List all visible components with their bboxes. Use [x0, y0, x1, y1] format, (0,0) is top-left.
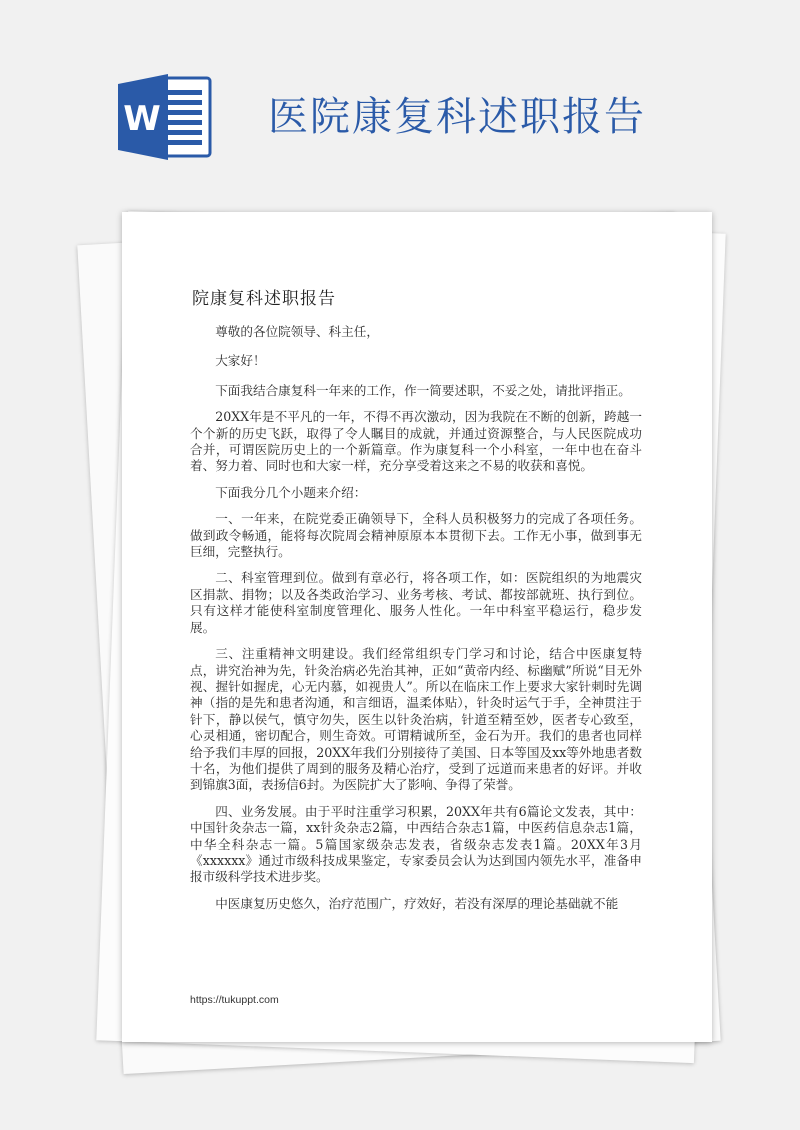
- paragraph: 三、注重精神文明建设。我们经常组织专门学习和讨论，结合中医康复特点，讲究治神为先，针灸治病必先治其神，正如“黄帝内经、标幽赋”所说“目无外视、握针如握虎，心无内慕，如视贵人”。所以在临床工作上要求大家针刺时先调神（指的是先和患者沟通，和言细语，温柔体贴），针灸时运气于手，全神贯注于针下，静以侯气，慎守勿失，医生以针灸治病，针道至精至妙，医者专心致至，心灵相通，密切配合，则生奇效。可谓精诚所至，金石为开。我们的患者也同样给予我们丰厚的回报，20XX年我们分别接待了美国、日本等国及xx等外地患者数十名，为他们提供了周到的服务及精心治疗，受到了远道而来患者的好评。并收到锦旗3面，表扬信6封。为医院扩大了影响、争得了荣誉。: [190, 646, 642, 793]
- document-page: [122, 212, 712, 1042]
- word-icon: [118, 72, 213, 162]
- paragraph-salutation: 尊敬的各位院领导、科主任，: [215, 324, 379, 339]
- source-url[interactable]: https://tukuppt.com: [190, 994, 279, 1006]
- paragraph: 二、科室管理到位。做到有章必行，将各项工作，如：医院组织的为地震灾区捐款、捐物；以及各类政治学习、业务考核、考试、都按部就班、执行到位。只有这样才能使科室制度管理化、服务人性化。一年中科室平稳运行，稳步发展。: [190, 570, 642, 635]
- header-title: 医院康复科述职报告: [268, 94, 646, 140]
- paragraph: 下面我结合康复科一年来的工作，作一简要述职，不妥之处，请批评指正。: [215, 382, 631, 398]
- paragraph: 一、一年来，在院党委正确领导下，全科人员积极努力的完成了各项任务。做到政令畅通，能将每次院周会精神原原本本贯彻下去。工作无小事，做到事无巨细，完整执行。: [190, 511, 642, 560]
- document-body: [190, 324, 642, 922]
- page-header: [0, 0, 800, 190]
- paragraph: 中医康复历史悠久，治疗范围广，疗效好，若没有深厚的理论基础就不能: [215, 895, 619, 911]
- paragraph: 四、业务发展。由于平时注重学习积累，20XX年共有6篇论文发表，其中：中国针灸杂志一篇，xx针灸杂志2篇，中西结合杂志1篇，中医药信息杂志1篇，中华全科杂志一篇。5篇国家级杂志发表，省级杂志发表1篇。20XX年3月《xxxxxx》通过市级科技成果鉴定，专家委员会认为达到国内领先水平，准备申报市级科学技术进步奖。: [190, 803, 642, 885]
- paragraph: 20XX年是不平凡的一年，不得不再次激动，因为我院在不断的创新，跨越一个个新的历史飞跃，取得了令人瞩目的成就，并通过资源整合，与人民医院成功合并，可谓医院历史上的一个新篇章。作为康复科一个小科室，一年中也在奋斗着、努力着、同时也和大家一样，充分享受着这来之不易的收获和喜悦。: [190, 409, 642, 474]
- paragraph: 下面我分几个小题来介绍：: [215, 484, 367, 500]
- svg-text:W: W: [123, 99, 161, 139]
- document-title: 院康复科述职报告: [192, 289, 336, 309]
- paragraph-greeting: 大家好！: [215, 353, 266, 369]
